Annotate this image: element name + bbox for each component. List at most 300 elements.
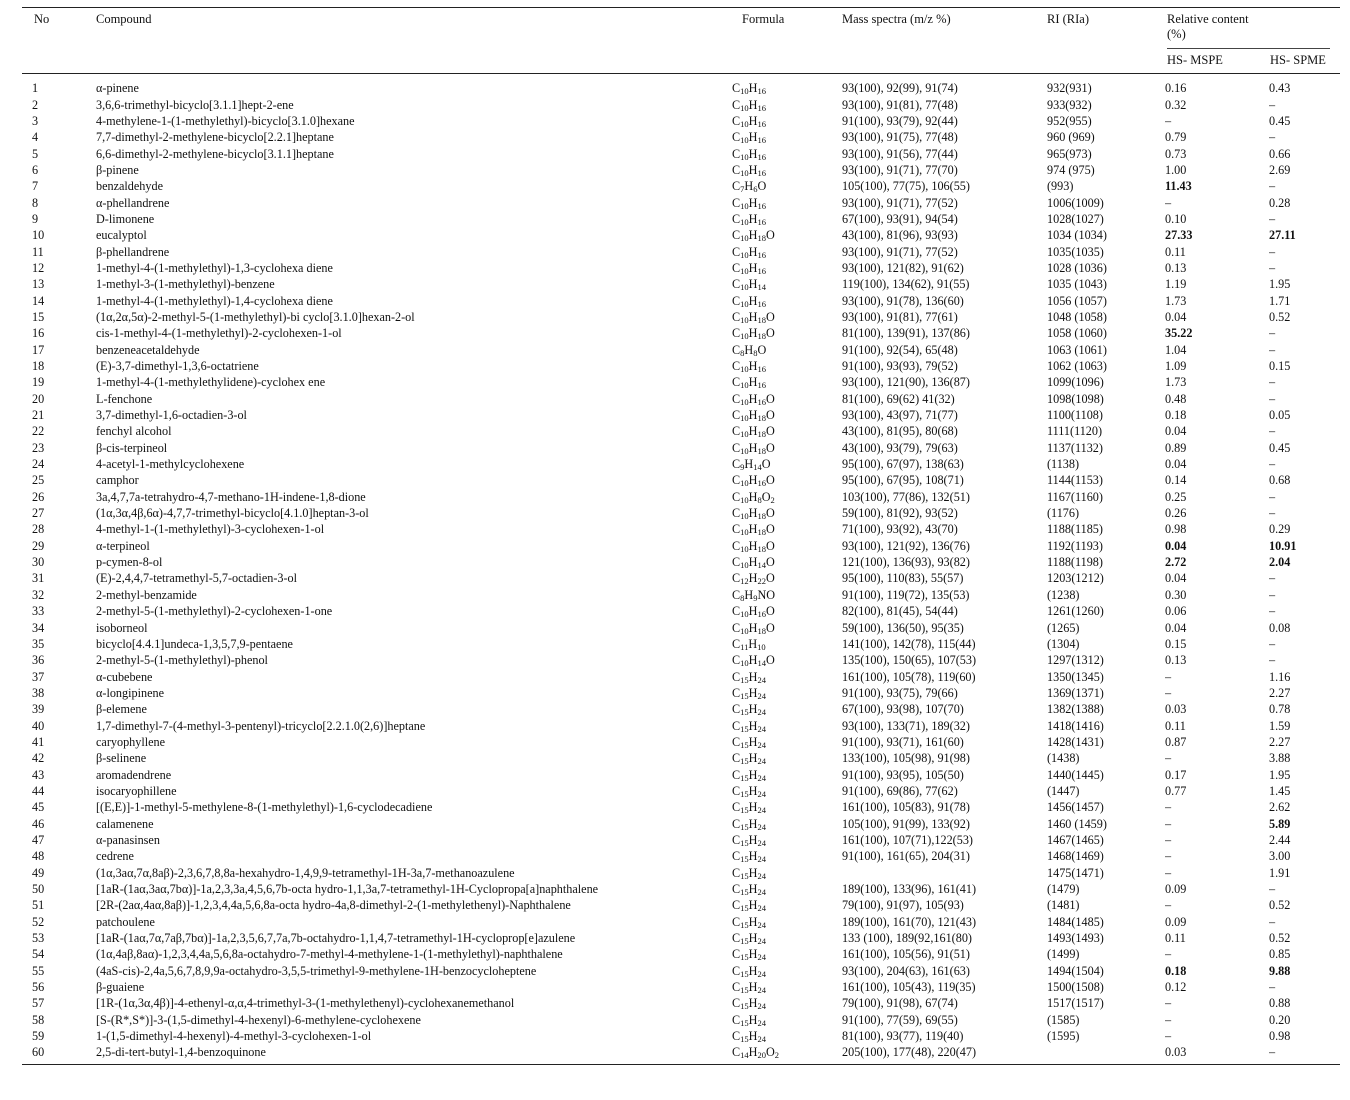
row-mass-spectra: 93(100), 91(78), 136(60) xyxy=(842,293,964,308)
row-ri: (1176) xyxy=(1047,506,1080,521)
row-hs-mspe: – xyxy=(1165,947,1172,962)
row-mass-spectra: 119(100), 134(62), 91(55) xyxy=(842,277,970,292)
row-compound: 1-methyl-4-(1-methylethylidene)-cyclohex ene xyxy=(96,375,326,390)
row-ri: 1137(1132) xyxy=(1047,440,1103,455)
row-ri: 1440(1445) xyxy=(1047,767,1104,782)
table-row xyxy=(22,162,1340,178)
table-row xyxy=(22,766,1340,782)
table-row xyxy=(22,799,1340,815)
row-no: 4 xyxy=(32,130,39,145)
row-no: 25 xyxy=(32,473,45,488)
table-row xyxy=(22,342,1340,358)
row-hs-mspe: 0.48 xyxy=(1165,391,1187,406)
row-hs-mspe: 0.79 xyxy=(1165,130,1187,145)
row-mass-spectra: 121(100), 136(93), 93(82) xyxy=(842,555,970,570)
row-formula: $C_{15}H_{24}$ xyxy=(732,669,766,685)
row-no: 43 xyxy=(32,767,45,782)
row-compound: calamenene xyxy=(96,816,154,831)
row-formula: $C_{11}H_{10}$ xyxy=(732,636,766,652)
row-compound: (1α,4aβ,8aα)-1,2,3,4,4a,5,6,8a-octahydro-7-methyl-4-methylene-1-(1-methylethyl)-naphthalene xyxy=(96,947,563,962)
row-mass-spectra: 43(100), 81(96), 93(93) xyxy=(842,228,958,243)
row-formula: $C_{15}H_{24}$ xyxy=(732,783,766,799)
row-hs-mspe: 0.03 xyxy=(1165,702,1187,717)
row-no: 37 xyxy=(32,669,45,684)
row-no: 40 xyxy=(32,718,45,733)
row-hs-spme: 0.98 xyxy=(1269,1029,1291,1044)
row-ri: 1203(1212) xyxy=(1047,571,1104,586)
row-hs-mspe: 0.11 xyxy=(1165,244,1186,259)
row-formula: $C_{10}H_{16}$ xyxy=(732,97,766,113)
row-hs-spme: 1.95 xyxy=(1269,277,1291,292)
row-mass-spectra: 161(100), 107(71),122(53) xyxy=(842,832,973,847)
row-hs-mspe: – xyxy=(1165,996,1172,1011)
row-compound: camphor xyxy=(96,473,139,488)
row-no: 36 xyxy=(32,653,45,668)
row-mass-spectra: 81(100), 139(91), 137(86) xyxy=(842,326,970,341)
table-row xyxy=(22,178,1340,194)
row-mass-spectra: 81(100), 93(77), 119(40) xyxy=(842,1029,964,1044)
row-formula: $C_{15}H_{24}$ xyxy=(732,718,766,734)
row-mass-spectra: 189(100), 133(96), 161(41) xyxy=(842,882,977,897)
row-formula: $C_{15}H_{24}$ xyxy=(732,734,766,750)
row-mass-spectra: 205(100), 177(48), 220(47) xyxy=(842,1045,977,1060)
row-hs-spme: – xyxy=(1269,130,1276,145)
row-hs-mspe: – xyxy=(1165,1029,1172,1044)
row-compound: α-terpineol xyxy=(96,538,150,553)
row-no: 42 xyxy=(32,751,45,766)
row-ri: (1499) xyxy=(1047,947,1080,962)
row-hs-spme: 9.88 xyxy=(1269,963,1291,978)
table-row xyxy=(22,570,1340,586)
row-mass-spectra: 67(100), 93(98), 107(70) xyxy=(842,702,964,717)
table-row xyxy=(22,783,1340,799)
row-hs-spme: 0.08 xyxy=(1269,620,1291,635)
row-compound: 2-methyl-benzamide xyxy=(96,587,197,602)
row-hs-spme: – xyxy=(1269,260,1276,275)
row-formula: $C_{15}H_{24}$ xyxy=(732,963,766,979)
row-compound: 1-methyl-4-(1-methylethyl)-1,3-cyclohexa diene xyxy=(96,260,333,275)
row-compound: D-limonene xyxy=(96,211,155,226)
row-compound: [2R-(2aα,4aα,8aβ)]-1,2,3,4,4a,5,6,8a-octa hydro-4a,8-dimethyl-2-(1-methylethenyl)-Naphthalene xyxy=(96,898,571,913)
row-formula: $C_{10}H_{16}O$ xyxy=(732,391,775,407)
row-ri: 1098(1098) xyxy=(1047,391,1104,406)
row-hs-mspe: 0.06 xyxy=(1165,604,1187,619)
row-hs-mspe: 0.04 xyxy=(1165,309,1187,324)
row-formula: $C_{10}H_{16}$ xyxy=(732,146,766,162)
row-no: 10 xyxy=(32,228,45,243)
row-mass-spectra: 93(100), 91(81), 77(48) xyxy=(842,97,958,112)
row-formula: $C_{10}H_{18}O$ xyxy=(732,440,775,456)
row-mass-spectra: 81(100), 69(62) 41(32) xyxy=(842,391,955,406)
row-mass-spectra: 71(100), 93(92), 43(70) xyxy=(842,522,958,537)
row-no: 20 xyxy=(32,391,45,406)
row-mass-spectra: 91(100), 161(65), 204(31) xyxy=(842,849,970,864)
row-ri: 1144(1153) xyxy=(1047,473,1103,488)
table-row xyxy=(22,325,1340,341)
row-no: 18 xyxy=(32,359,45,374)
row-formula: $C_9H_{14}O$ xyxy=(732,457,771,473)
row-ri xyxy=(1047,1044,1165,1060)
row-hs-mspe: 0.10 xyxy=(1165,211,1187,226)
row-compound: (4aS-cis)-2,4a,5,6,7,8,9,9a-octahydro-3,5,5-trimethyl-9-methylene-1H-benzocycloheptene xyxy=(96,963,537,978)
table-row xyxy=(22,685,1340,701)
table-row xyxy=(22,717,1340,733)
row-hs-mspe: 2.72 xyxy=(1165,555,1187,570)
row-no: 34 xyxy=(32,620,45,635)
row-compound: eucalyptol xyxy=(96,228,147,243)
row-formula: $C_{15}H_{24}$ xyxy=(732,832,766,848)
table-row xyxy=(22,194,1340,210)
row-hs-mspe: 1.00 xyxy=(1165,162,1187,177)
table-row xyxy=(22,505,1340,521)
row-no: 30 xyxy=(32,555,45,570)
row-formula: $C_7H_6O$ xyxy=(732,179,767,195)
row-ri: (1438) xyxy=(1047,751,1080,766)
row-no: 3 xyxy=(32,113,39,128)
row-compound: [1R-(1α,3α,4β)]-4-ethenyl-α,α,4-trimethyl-3-(1-methylethenyl)-cyclohexanemethanol xyxy=(96,996,515,1011)
row-compound: 6,6-dimethyl-2-methylene-bicyclo[3.1.1]heptane xyxy=(96,146,334,161)
row-ri: (993) xyxy=(1047,179,1074,194)
table-row xyxy=(22,456,1340,472)
row-formula: $C_{12}H_{22}O$ xyxy=(732,571,775,587)
row-mass-spectra: 93(100), 121(82), 91(62) xyxy=(842,260,964,275)
row-compound: (1α,2α,5α)-2-methyl-5-(1-methylethyl)-bi cyclo[3.1.0]hexan-2-ol xyxy=(96,309,415,324)
row-hs-spme: 5.89 xyxy=(1269,816,1291,831)
row-formula: $C_{15}H_{24}$ xyxy=(732,947,766,963)
row-mass-spectra: 93(100), 91(71), 77(52) xyxy=(842,244,958,259)
row-ri: 1369(1371) xyxy=(1047,685,1104,700)
table-row xyxy=(22,521,1340,537)
row-mass-spectra: 93(100), 133(71), 189(32) xyxy=(842,718,970,733)
row-no: 45 xyxy=(32,800,45,815)
row-compound: (1α,3aα,7α,8aβ)-2,3,6,7,8,8a-hexahydro-1,4,9,9-tetramethyl-1H-3a,7-methanoazulene xyxy=(96,865,515,880)
table-row xyxy=(22,211,1340,227)
row-formula: $C_{10}H_{16}$ xyxy=(732,244,766,260)
row-no: 39 xyxy=(32,702,45,717)
table-row xyxy=(22,538,1340,554)
row-mass-spectra: 93(100), 43(97), 71(77) xyxy=(842,408,958,423)
row-formula: $C_{15}H_{24}$ xyxy=(732,816,766,832)
row-hs-mspe: 0.13 xyxy=(1165,260,1187,275)
row-formula: $C_{10}H_{18}O$ xyxy=(732,309,775,325)
row-mass-spectra: 93(100), 91(75), 77(48) xyxy=(842,130,958,145)
row-no: 1 xyxy=(32,81,39,96)
table-row xyxy=(22,734,1340,750)
row-formula: $C_{10}H_{16}$ xyxy=(732,162,766,178)
row-no: 56 xyxy=(32,980,45,995)
row-mass-spectra: 82(100), 81(45), 54(44) xyxy=(842,604,958,619)
row-compound: 2,5-di-tert-butyl-1,4-benzoquinone xyxy=(96,1045,266,1060)
row-hs-spme: 2.27 xyxy=(1269,685,1291,700)
row-no: 23 xyxy=(32,440,45,455)
row-hs-spme: – xyxy=(1269,653,1276,668)
row-no: 7 xyxy=(32,179,39,194)
row-compound: p-cymen-8-ol xyxy=(96,555,163,570)
row-hs-spme: 0.85 xyxy=(1269,947,1291,962)
row-hs-spme: 0.66 xyxy=(1269,146,1291,161)
header-ri: RI (RIa) xyxy=(1047,12,1089,26)
subheader-rule xyxy=(1167,48,1330,49)
row-mass-spectra: 79(100), 91(98), 67(74) xyxy=(842,996,958,1011)
row-hs-mspe: 0.26 xyxy=(1165,506,1187,521)
row-formula: $C_{15}H_{24}$ xyxy=(732,702,766,718)
row-mass-spectra: 161(100), 105(78), 119(60) xyxy=(842,669,976,684)
row-mass-spectra: 93(100), 91(81), 77(61) xyxy=(842,309,958,324)
table-row xyxy=(22,472,1340,488)
row-mass-spectra: 103(100), 77(86), 132(51) xyxy=(842,489,970,504)
row-mass-spectra: 93(100), 91(71), 77(70) xyxy=(842,162,958,177)
row-compound: 3,7-dimethyl-1,6-octadien-3-ol xyxy=(96,408,247,423)
table-row xyxy=(22,113,1340,129)
row-formula: $C_{10}H_{18}O$ xyxy=(732,424,775,440)
row-compound: 1,7-dimethyl-7-(4-methyl-3-pentenyl)-tricyclo[2.2.1.0(2,6)]heptane xyxy=(96,718,426,733)
row-mass-spectra: 161(100), 105(83), 91(78) xyxy=(842,800,970,815)
row-compound: β-guaiene xyxy=(96,980,145,995)
table-row xyxy=(22,979,1340,995)
row-ri: 1111(1120) xyxy=(1047,424,1103,439)
row-no: 22 xyxy=(32,424,45,439)
table-row xyxy=(22,358,1340,374)
table-row xyxy=(22,619,1340,635)
row-hs-spme: 0.88 xyxy=(1269,996,1291,1011)
row-formula: $C_{10}H_{16}$ xyxy=(732,113,766,129)
row-ri: 1484(1485) xyxy=(1047,914,1104,929)
header-relative-content: Relative content (%) xyxy=(1167,12,1249,41)
row-hs-mspe: 0.13 xyxy=(1165,653,1187,668)
row-mass-spectra: 141(100), 142(78), 115(44) xyxy=(842,636,976,651)
row-compound: β-cis-terpineol xyxy=(96,440,168,455)
row-no: 12 xyxy=(32,260,45,275)
row-hs-spme: 2.27 xyxy=(1269,734,1291,749)
row-no: 60 xyxy=(32,1045,45,1060)
row-no: 58 xyxy=(32,1012,45,1027)
row-formula: $C_{15}H_{24}$ xyxy=(732,751,766,767)
row-ri: 1028(1027) xyxy=(1047,211,1104,226)
row-compound: [1aR-(1aα,3aα,7bα)]-1a,2,3,3a,4,5,6,7b-octa hydro-1,1,3a,7-tetramethyl-1H-Cyclopropa[a]naphthalene xyxy=(96,882,599,897)
row-hs-mspe: 0.04 xyxy=(1165,538,1187,553)
header-no: No xyxy=(34,12,50,26)
row-compound: β-pinene xyxy=(96,162,139,177)
table-row xyxy=(22,96,1340,112)
row-hs-mspe: – xyxy=(1165,865,1172,880)
row-compound: 3a,4,7,7a-tetrahydro-4,7-methano-1H-indene-1,8-dione xyxy=(96,489,366,504)
row-hs-mspe: – xyxy=(1165,1012,1172,1027)
row-hs-spme: 2.44 xyxy=(1269,832,1291,847)
row-no: 14 xyxy=(32,293,45,308)
table-row xyxy=(22,276,1340,292)
row-formula: $C_{10}H_{18}O$ xyxy=(732,522,775,538)
row-no: 13 xyxy=(32,277,45,292)
row-ri: 932(931) xyxy=(1047,81,1092,96)
row-no: 55 xyxy=(32,963,45,978)
row-mass-spectra: 93(100), 92(99), 91(74) xyxy=(842,81,958,96)
row-compound: 3,6,6-trimethyl-bicyclo[3.1.1]hept-2-ene xyxy=(96,97,294,112)
row-compound: isoborneol xyxy=(96,620,148,635)
row-formula: $C_{10}H_{14}$ xyxy=(732,277,766,293)
table-row xyxy=(22,391,1340,407)
row-hs-mspe: 0.12 xyxy=(1165,980,1187,995)
row-formula: $C_{10}H_{14}O$ xyxy=(732,653,775,669)
table-row xyxy=(22,930,1340,946)
row-formula: $C_{10}H_{18}O$ xyxy=(732,538,775,554)
table-row xyxy=(22,1028,1340,1044)
row-mass-spectra: 105(100), 77(75), 106(55) xyxy=(842,179,970,194)
row-compound: (E)-2,4,4,7-tetramethyl-5,7-octadien-3-ol xyxy=(96,571,298,586)
row-formula: $C_{10}H_{16}$ xyxy=(732,293,766,309)
row-compound: (E)-3,7-dimethyl-1,3,6-octatriene xyxy=(96,359,259,374)
row-mass-spectra: 91(100), 119(72), 135(53) xyxy=(842,587,970,602)
row-no: 46 xyxy=(32,816,45,831)
row-formula: $C_{15}H_{24}$ xyxy=(732,914,766,930)
row-hs-spme: 0.45 xyxy=(1269,113,1291,128)
row-hs-mspe: 0.32 xyxy=(1165,97,1187,112)
row-hs-spme: 0.05 xyxy=(1269,408,1291,423)
row-formula: $C_8H_9NO$ xyxy=(732,587,776,603)
row-mass-spectra: 91(100), 93(79), 92(44) xyxy=(842,113,958,128)
row-hs-mspe: 35.22 xyxy=(1165,326,1193,341)
header-bottom-rule xyxy=(22,73,1340,74)
row-compound: 4-acetyl-1-methylcyclohexene xyxy=(96,457,245,472)
row-formula: $C_{15}H_{24}$ xyxy=(732,1029,766,1045)
row-hs-mspe: 0.15 xyxy=(1165,636,1187,651)
table-row xyxy=(22,554,1340,570)
row-ri: 1167(1160) xyxy=(1047,489,1103,504)
row-compound: α-longipinene xyxy=(96,685,164,700)
row-ri: 1006(1009) xyxy=(1047,195,1104,210)
row-hs-mspe: 1.73 xyxy=(1165,293,1187,308)
row-mass-spectra: 91(100), 69(86), 77(62) xyxy=(842,783,958,798)
table-row xyxy=(22,963,1340,979)
table-row xyxy=(22,848,1340,864)
row-ri: (1585) xyxy=(1047,1012,1080,1027)
row-hs-spme: – xyxy=(1269,391,1276,406)
table-row xyxy=(22,440,1340,456)
row-hs-spme: – xyxy=(1269,457,1276,472)
row-no: 16 xyxy=(32,326,45,341)
row-formula: $C_{10}H_{16}O$ xyxy=(732,604,775,620)
row-formula: $C_{10}H_{18}O$ xyxy=(732,228,775,244)
row-ri: 1034 (1034) xyxy=(1047,228,1107,243)
row-compound: benzaldehyde xyxy=(96,179,163,194)
row-hs-spme: 2.69 xyxy=(1269,162,1291,177)
row-hs-spme: 2.62 xyxy=(1269,800,1291,815)
header-formula: Formula xyxy=(742,12,785,26)
row-compound: benzeneacetaldehyde xyxy=(96,342,200,357)
row-compound: isocaryophillene xyxy=(96,783,177,798)
row-formula: $C_{15}H_{24}$ xyxy=(732,898,766,914)
row-compound: α-phellandrene xyxy=(96,195,170,210)
row-ri: (1238) xyxy=(1047,587,1080,602)
row-mass-spectra: 95(100), 67(95), 108(71) xyxy=(842,473,964,488)
row-hs-mspe: – xyxy=(1165,800,1172,815)
row-no: 50 xyxy=(32,882,45,897)
row-mass-spectra: 133(100), 105(98), 91(98) xyxy=(842,751,970,766)
row-ri: 1048 (1058) xyxy=(1047,309,1107,324)
row-formula: $C_{10}H_{16}$ xyxy=(732,375,766,391)
row-compound: α-cubebene xyxy=(96,669,153,684)
table-row xyxy=(22,145,1340,161)
row-ri: 1467(1465) xyxy=(1047,832,1104,847)
row-hs-mspe: 0.04 xyxy=(1165,457,1187,472)
row-no: 57 xyxy=(32,996,45,1011)
row-hs-mspe: 1.09 xyxy=(1165,359,1187,374)
row-hs-spme: – xyxy=(1269,342,1276,357)
row-hs-spme: 2.04 xyxy=(1269,555,1291,570)
row-hs-spme: 27.11 xyxy=(1269,228,1296,243)
row-no: 48 xyxy=(32,849,45,864)
row-hs-spme: – xyxy=(1269,375,1276,390)
row-hs-mspe: 0.18 xyxy=(1165,408,1187,423)
table-row xyxy=(22,897,1340,913)
row-hs-spme: 10.91 xyxy=(1269,538,1297,553)
row-formula: $C_{10}H_{14}O$ xyxy=(732,555,775,571)
table-row xyxy=(22,374,1340,390)
row-hs-mspe: 0.14 xyxy=(1165,473,1187,488)
row-mass-spectra: 95(100), 67(97), 138(63) xyxy=(842,457,964,472)
table-row xyxy=(22,668,1340,684)
row-no: 47 xyxy=(32,832,45,847)
row-hs-spme: 0.52 xyxy=(1269,931,1291,946)
row-no: 11 xyxy=(32,244,44,259)
row-ri: 1517(1517) xyxy=(1047,996,1104,1011)
header-mass-spectra: Mass spectra (m/z %) xyxy=(842,12,951,26)
row-hs-mspe: 11.43 xyxy=(1165,179,1192,194)
row-mass-spectra: 161(100), 105(43), 119(35) xyxy=(842,980,976,995)
bottom-rule xyxy=(22,1064,1340,1065)
row-hs-mspe: – xyxy=(1165,849,1172,864)
row-hs-mspe: 0.89 xyxy=(1165,440,1187,455)
row-no: 51 xyxy=(32,898,45,913)
row-mass-spectra: 189(100), 161(70), 121(43) xyxy=(842,914,977,929)
row-formula: $C_{15}H_{24}$ xyxy=(732,1012,766,1028)
table-row xyxy=(22,1012,1340,1028)
row-compound: 1-methyl-3-(1-methylethyl)-benzene xyxy=(96,277,275,292)
row-hs-spme: – xyxy=(1269,424,1276,439)
table-row xyxy=(22,489,1340,505)
row-hs-spme: 0.68 xyxy=(1269,473,1291,488)
row-formula: $C_{15}H_{24}$ xyxy=(732,767,766,783)
row-hs-mspe: 0.30 xyxy=(1165,587,1187,602)
row-compound: β-phellandrene xyxy=(96,244,170,259)
row-formula: $C_{10}H_{18}O$ xyxy=(732,506,775,522)
row-formula: $C_{14}H_{20}O_2$ xyxy=(732,1045,780,1061)
row-hs-mspe: 0.25 xyxy=(1165,489,1187,504)
row-no: 59 xyxy=(32,1029,45,1044)
row-hs-spme: – xyxy=(1269,914,1276,929)
table-body xyxy=(22,80,1340,1061)
row-hs-spme: – xyxy=(1269,211,1276,226)
row-mass-spectra: 133 (100), 189(92,161(80) xyxy=(842,931,972,946)
row-no: 53 xyxy=(32,931,45,946)
row-ri: 952(955) xyxy=(1047,113,1092,128)
row-mass-spectra: 43(100), 81(95), 80(68) xyxy=(842,424,958,439)
row-compound: 1-(1,5-dimethyl-4-hexenyl)-4-methyl-3-cyclohexen-1-ol xyxy=(96,1029,372,1044)
row-compound: 4-methylene-1-(1-methylethyl)-bicyclo[3.1.0]hexane xyxy=(96,113,355,128)
row-mass-spectra: 105(100), 91(99), 133(92) xyxy=(842,816,970,831)
row-ri: 933(932) xyxy=(1047,97,1092,112)
table-row xyxy=(22,309,1340,325)
row-compound: β-selinene xyxy=(96,751,147,766)
row-hs-spme: – xyxy=(1269,636,1276,651)
row-mass-spectra xyxy=(842,865,1047,881)
row-ri: 1028 (1036) xyxy=(1047,260,1107,275)
row-hs-spme: 0.15 xyxy=(1269,359,1291,374)
row-hs-mspe: 0.77 xyxy=(1165,783,1187,798)
row-no: 21 xyxy=(32,408,45,423)
row-ri: 1261(1260) xyxy=(1047,604,1104,619)
row-no: 9 xyxy=(32,211,39,226)
row-hs-mspe: 0.09 xyxy=(1165,882,1187,897)
